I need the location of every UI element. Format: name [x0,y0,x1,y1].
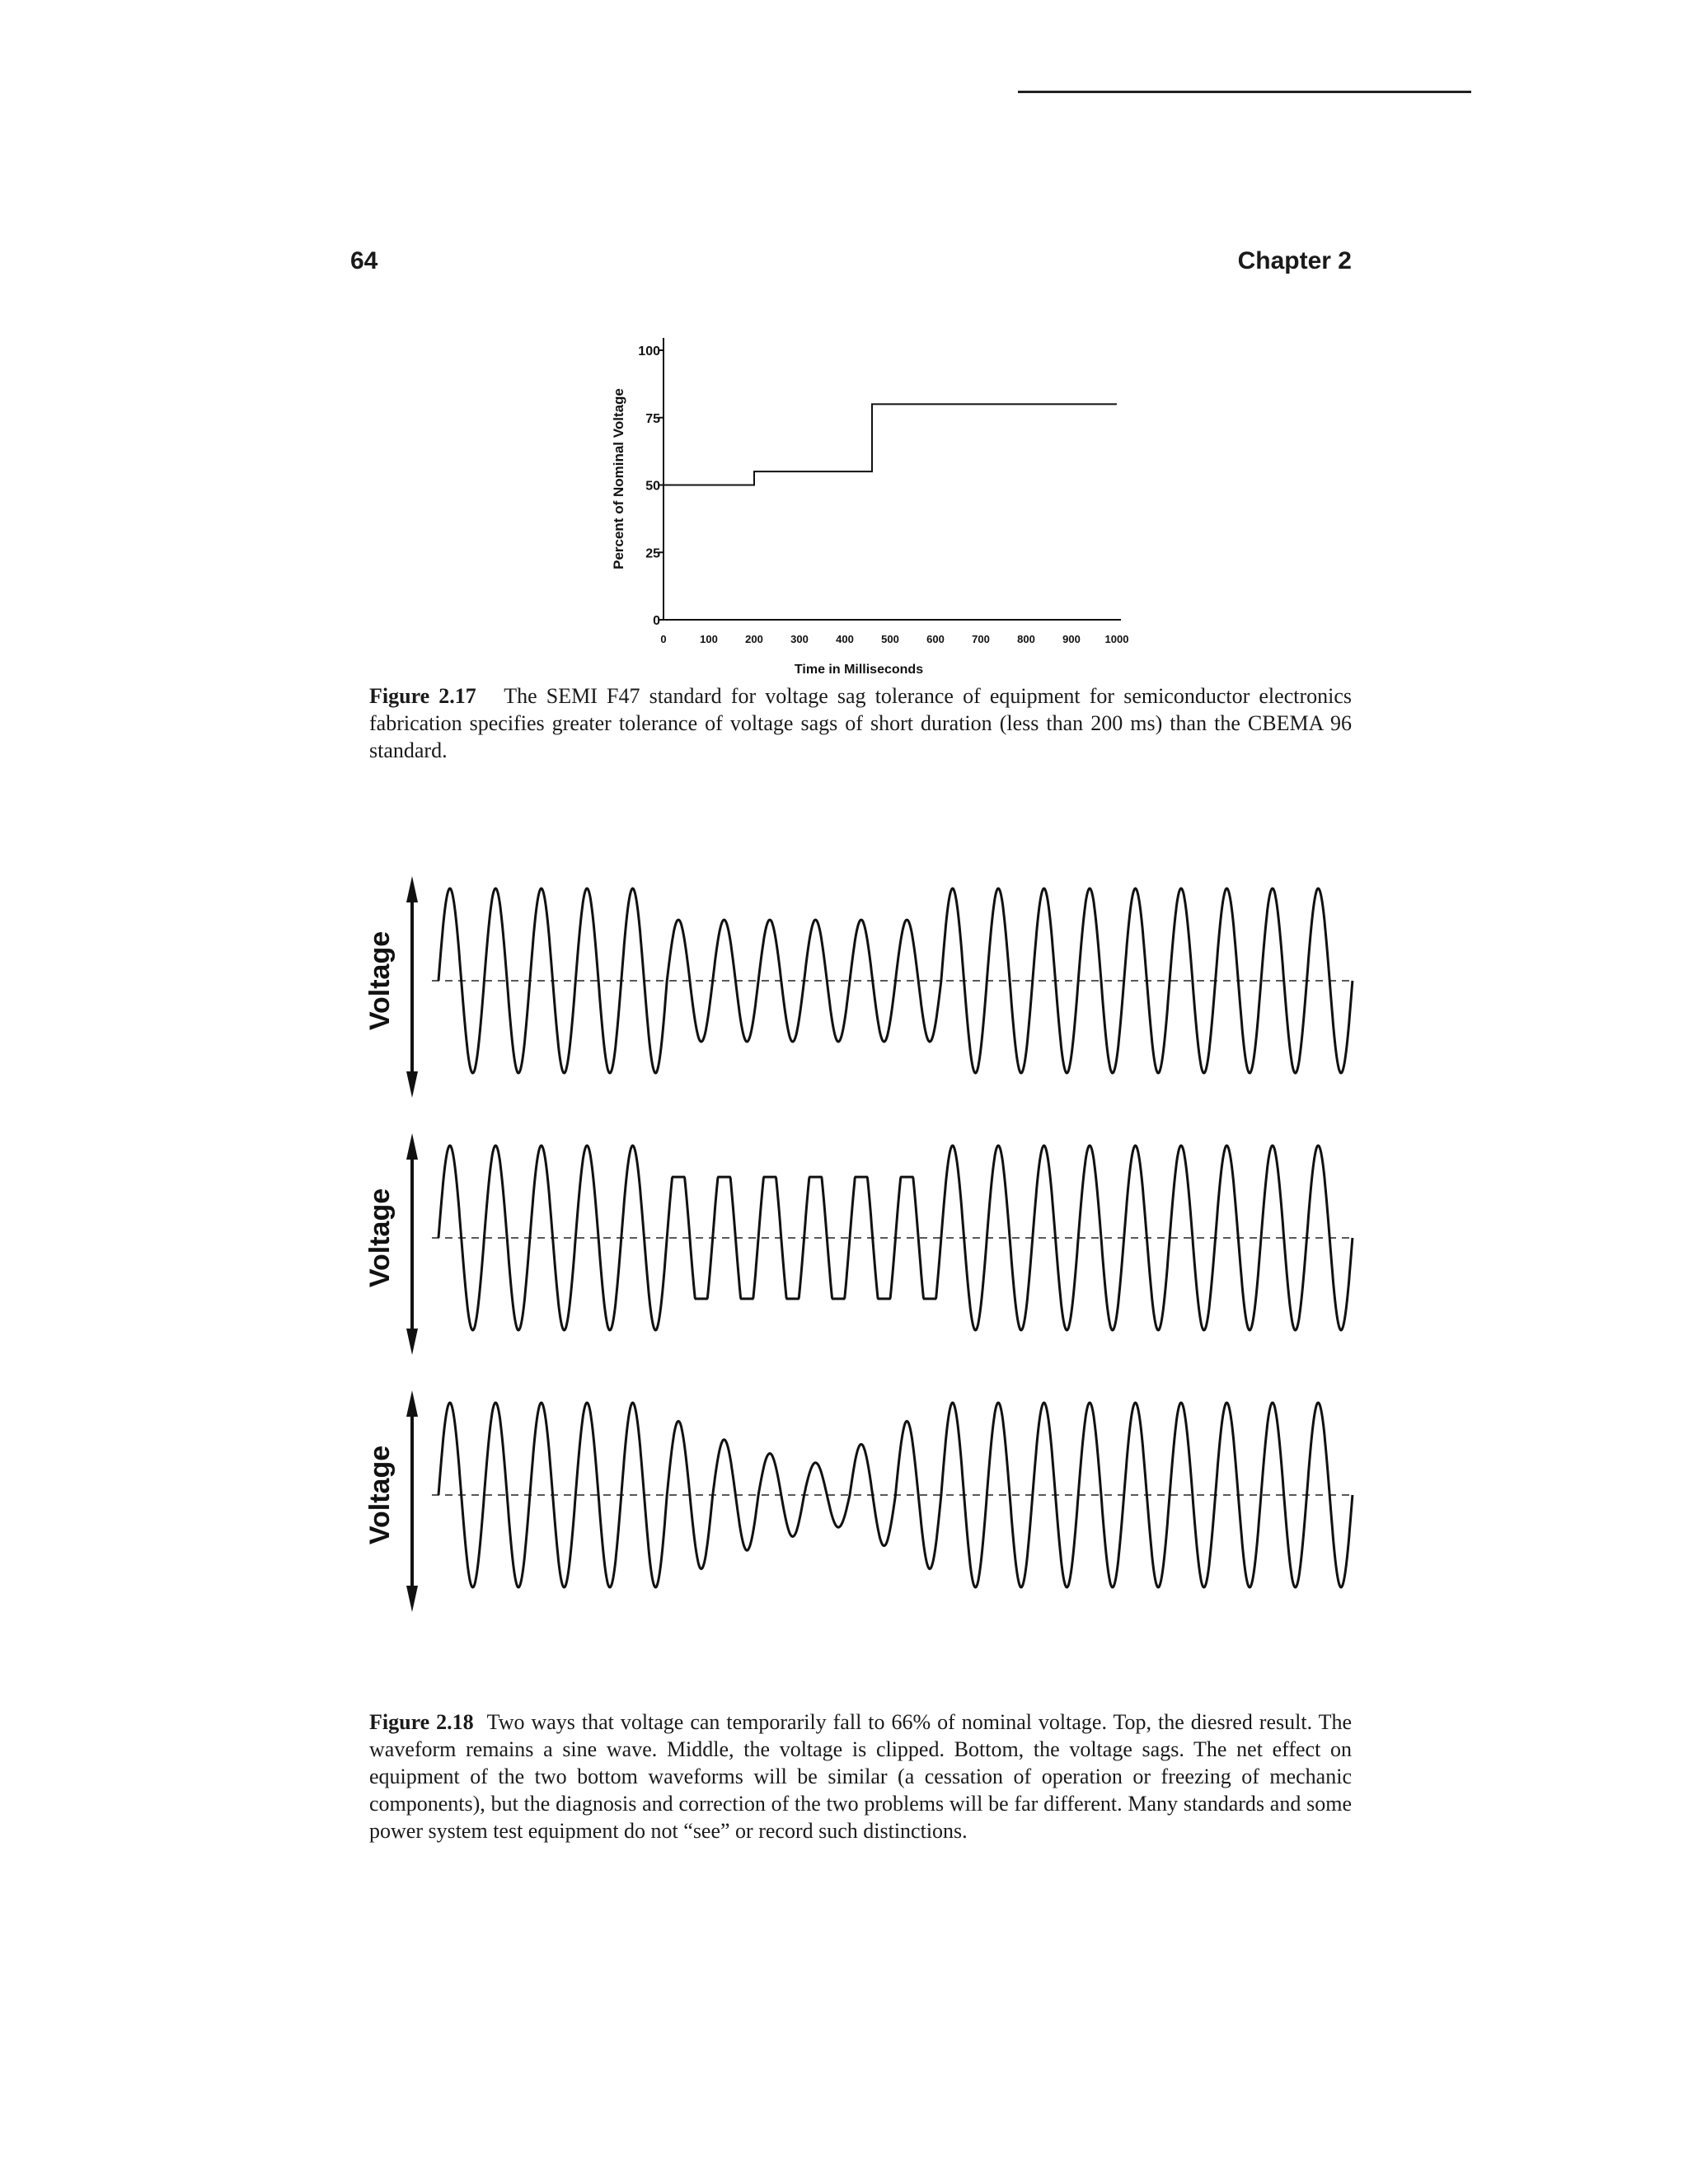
x-tick-label: 700 [972,633,990,645]
x-tick-label: 300 [790,633,809,645]
chapter-title: Chapter 2 [1237,247,1352,274]
figure-2-17-caption-text: The SEMI F47 standard for voltage sag tolerance of equipment for semiconductor electronics fabrication specifies greater tolerance of voltage sags of short duration (less than 200 ms) than the CBEMA 96 standard. [369,684,1352,762]
figure-2-17-label: Figure 2.17 [369,684,476,708]
waveform-panel [364,1133,1353,1355]
figure-2-18-waveforms [346,869,1368,1677]
figure-2-18-caption [369,1708,1352,1844]
waveform-trace [438,888,1353,1073]
y-tick-label: 50 [645,479,660,494]
arrow-head-up [406,1133,418,1160]
voltage-axis-label: Voltage [364,1445,396,1545]
waveform-trace [438,1146,1353,1330]
figure-2-18-caption-text: Two ways that voltage can temporarily fall to 66% of nominal voltage. Top, the diesred result. The waveform remains a sine wave. Middle, the voltage is clipped. Bottom, the voltage sags. The net effect on equipment of the two bottom waveforms will be similar (a cessation of operation or freezing of mechanic components), but the diagnosis and correction of the two problems will be far different. Many standards and some power system test equipment do not “see” or record such distinctions. [369,1710,1352,1843]
y-tick-label: 25 [645,546,660,561]
x-tick-label: 800 [1017,633,1035,645]
figure-2-17-chart [569,326,1146,688]
x-tick-label: 100 [700,633,718,645]
x-tick-label: 900 [1062,633,1081,645]
page-number: 64 [350,247,378,274]
x-axis-label: Time in Milliseconds [794,663,924,677]
figure-2-18-label: Figure 2.18 [369,1710,474,1734]
arrow-head-down [406,1329,418,1355]
x-tick-label: 0 [660,633,667,645]
x-tick-label: 200 [745,633,763,645]
header-rule [1018,91,1471,93]
arrow-head-down [406,1071,418,1098]
waveform-panel [364,1390,1353,1612]
arrow-head-up [406,1390,418,1417]
x-tick-label: 500 [881,633,899,645]
x-tick-label: 400 [836,633,854,645]
y-tick-label: 0 [653,614,660,628]
waveform-panel [364,876,1353,1098]
voltage-axis-label: Voltage [364,1188,396,1288]
figure-2-17-caption [369,682,1352,764]
voltage-axis-label: Voltage [364,930,396,1031]
y-tick-label: 75 [645,411,660,426]
x-tick-label: 1000 [1104,633,1129,645]
y-axis-label: Percent of Nominal Voltage [611,388,626,569]
arrow-head-down [406,1586,418,1612]
arrow-head-up [406,876,418,902]
waveform-trace [438,1403,1353,1587]
x-tick-label: 600 [926,633,945,645]
y-tick-label: 100 [638,344,660,359]
sag-tolerance-line [663,404,1117,485]
